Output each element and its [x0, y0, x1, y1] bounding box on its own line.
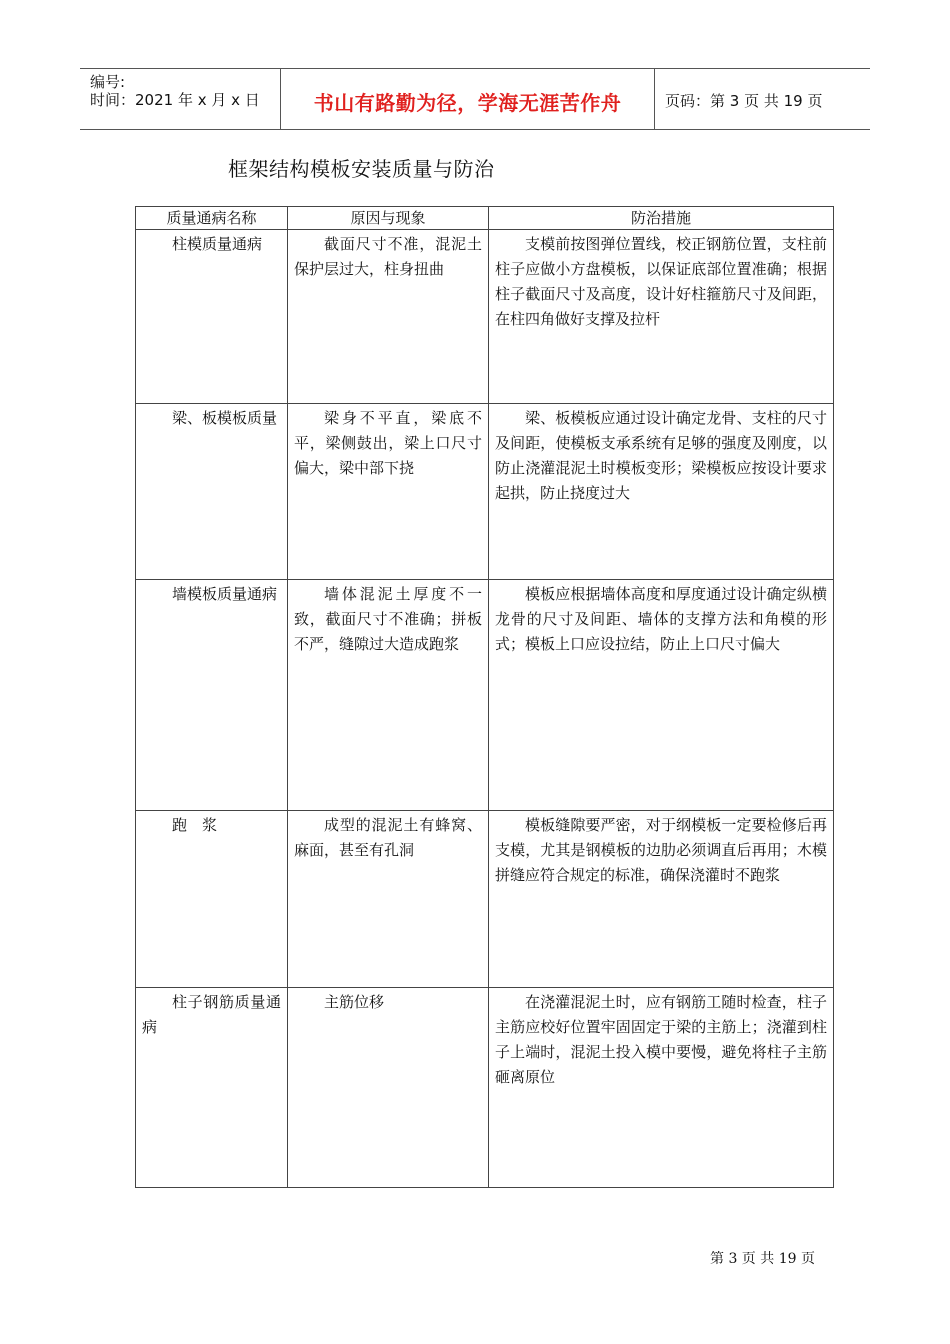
table-row [136, 988, 834, 1188]
number-label: 编号: [90, 73, 126, 91]
row-measure: 模板缝隙要严密，对于纲模板一定要检修后再支模，尤其是钢模板的边肋必须调直后再用；木模拼缝应符合规定的标准，确保浇灌时不跑浆 [489, 811, 834, 988]
header-meta-cell [80, 69, 280, 129]
row-measure: 在浇灌混泥土时，应有钢筋工随时检查，柱子主筋应校好位置牢固固定于梁的主筋上；浇灌到柱子上端时，混泥土投入模中要慢，避免将柱子主筋砸离原位 [489, 988, 834, 1188]
row-name: 柱子钢筋质量通病 [136, 988, 288, 1188]
header-name: 质量通病名称 [136, 207, 288, 230]
table-row [136, 811, 834, 988]
row-name: 柱模质量通病 [136, 230, 288, 404]
page-footer: 第 3 页 共 19 页 [710, 1251, 815, 1267]
table-header-row [136, 207, 834, 230]
row-cause: 截面尺寸不准，混泥土保护层过大，柱身扭曲 [288, 230, 489, 404]
header-motto-cell [280, 69, 655, 129]
row-cause: 成型的混泥土有蜂窝、麻面，甚至有孔洞 [288, 811, 489, 988]
table-row [136, 404, 834, 580]
row-measure: 模板应根据墙体高度和厚度通过设计确定纵横龙骨的尺寸及间距、墙体的支撑方法和角模的形式；模板上口应设拉结，防止上口尺寸偏大 [489, 580, 834, 811]
row-cause: 梁身不平直，梁底不平，梁侧鼓出，梁上口尺寸偏大，梁中部下挠 [288, 404, 489, 580]
row-name: 梁、板模板质量 [136, 404, 288, 580]
page-header [80, 68, 870, 130]
row-cause: 墙体混泥土厚度不一致，截面尺寸不准确；拼板不严，缝隙过大造成跑浆 [288, 580, 489, 811]
page-label: 页码：第 3 页 共 19 页 [665, 92, 823, 110]
header-page-cell [655, 69, 870, 129]
header-cause: 原因与现象 [288, 207, 489, 230]
table-row [136, 580, 834, 811]
row-cause: 主筋位移 [288, 988, 489, 1188]
quality-table [135, 206, 834, 1188]
table-row [136, 230, 834, 404]
header-measure: 防治措施 [489, 207, 834, 230]
motto: 书山有路勤为径，学海无涯苦作舟 [313, 91, 622, 115]
document-title: 框架结构模板安装质量与防治 [228, 157, 495, 181]
row-name: 墙模板质量通病 [136, 580, 288, 811]
row-name: 跑 浆 [136, 811, 288, 988]
row-measure: 梁、板模板应通过设计确定龙骨、支柱的尺寸及间距，使模板支承系统有足够的强度及刚度，以防止浇灌混泥土时模板变形；梁模板应按设计要求起拱，防止挠度过大 [489, 404, 834, 580]
row-measure: 支模前按图弹位置线，校正钢筋位置，支柱前柱子应做小方盘模板，以保证底部位置准确；根据柱子截面尺寸及高度，设计好柱箍筋尺寸及间距，在柱四角做好支撑及拉杆 [489, 230, 834, 404]
time-label: 时间：2021 年 x 月 x 日 [90, 91, 260, 109]
